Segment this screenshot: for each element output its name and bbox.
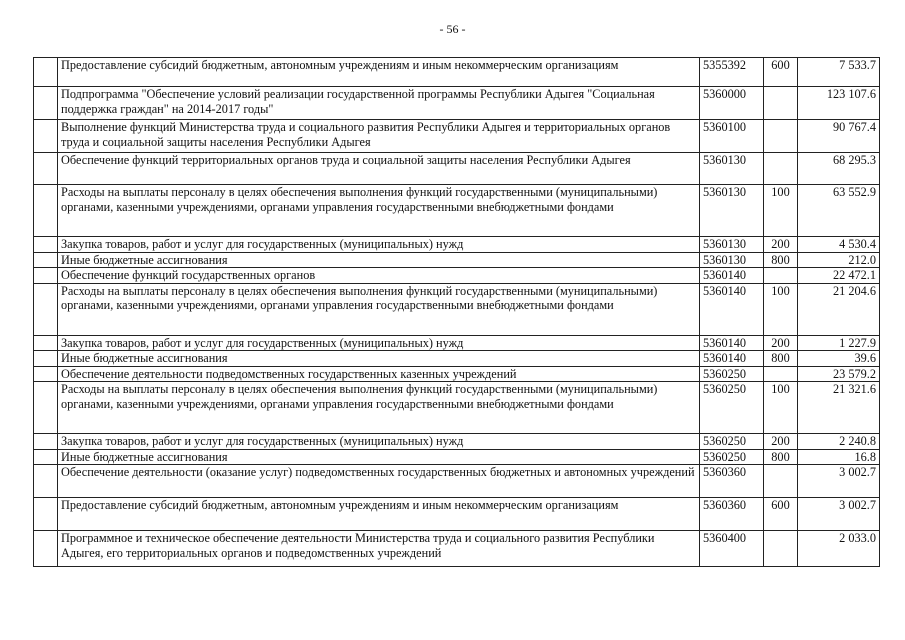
row-blank-cell [34, 465, 58, 498]
row-type-cell: 800 [764, 252, 798, 268]
row-sum-cell: 3 002.7 [798, 465, 880, 498]
row-code-cell: 5360130 [700, 153, 764, 185]
table-row [34, 465, 880, 498]
table-row [34, 283, 880, 335]
row-blank-cell [34, 58, 58, 87]
table-row [34, 185, 880, 237]
row-blank-cell [34, 185, 58, 237]
row-sum-cell: 63 552.9 [798, 185, 880, 237]
row-name-cell: Расходы на выплаты персоналу в целях обеспечения выполнения функций государственными (муниципальными) органами, казенными учреждениями, органами управления государственными внебюджетными фондами [58, 382, 700, 434]
row-name-cell: Закупка товаров, работ и услуг для государственных (муниципальных) нужд [58, 237, 700, 253]
row-type-cell [764, 268, 798, 284]
budget-table-body [34, 58, 880, 567]
table-row [34, 252, 880, 268]
row-code-cell: 5360130 [700, 252, 764, 268]
row-code-cell: 5360000 [700, 87, 764, 120]
table-row [34, 87, 880, 120]
row-type-cell: 800 [764, 351, 798, 367]
row-blank-cell [34, 153, 58, 185]
row-code-cell: 5360130 [700, 237, 764, 253]
budget-table [33, 57, 880, 567]
table-row [34, 351, 880, 367]
table-row [34, 58, 880, 87]
row-blank-cell [34, 366, 58, 382]
row-name-cell: Подпрограмма "Обеспечение условий реализации государственной программы Республики Адыгея "Социальная поддержка граждан" на 2014-2017 годы" [58, 87, 700, 120]
row-sum-cell: 2 240.8 [798, 434, 880, 450]
row-blank-cell [34, 237, 58, 253]
row-sum-cell: 2 033.0 [798, 531, 880, 567]
row-code-cell: 5360140 [700, 283, 764, 335]
row-blank-cell [34, 449, 58, 465]
row-code-cell: 5360140 [700, 335, 764, 351]
table-row [34, 153, 880, 185]
page-number: - 56 - [439, 22, 466, 36]
table-row [34, 382, 880, 434]
row-type-cell: 600 [764, 498, 798, 531]
row-blank-cell [34, 335, 58, 351]
row-code-cell: 5360250 [700, 366, 764, 382]
row-name-cell: Предоставление субсидий бюджетным, автономным учреждениям и иным некоммерческим организациям [58, 58, 700, 87]
row-type-cell: 100 [764, 382, 798, 434]
row-name-cell: Обеспечение функций государственных органов [58, 268, 700, 284]
row-sum-cell: 3 002.7 [798, 498, 880, 531]
row-blank-cell [34, 382, 58, 434]
row-type-cell [764, 120, 798, 153]
row-code-cell: 5360250 [700, 382, 764, 434]
row-type-cell [764, 531, 798, 567]
row-name-cell: Предоставление субсидий бюджетным, автономным учреждениям и иным некоммерческим организациям [58, 498, 700, 531]
row-name-cell: Обеспечение деятельности подведомственных государственных казенных учреждений [58, 366, 700, 382]
table-row [34, 335, 880, 351]
table-row [34, 449, 880, 465]
row-sum-cell: 1 227.9 [798, 335, 880, 351]
row-blank-cell [34, 120, 58, 153]
row-code-cell: 5360130 [700, 185, 764, 237]
row-name-cell: Иные бюджетные ассигнования [58, 449, 700, 465]
row-sum-cell: 4 530.4 [798, 237, 880, 253]
row-type-cell: 100 [764, 185, 798, 237]
row-type-cell [764, 153, 798, 185]
table-row [34, 366, 880, 382]
row-sum-cell: 7 533.7 [798, 58, 880, 87]
row-name-cell: Иные бюджетные ассигнования [58, 351, 700, 367]
row-type-cell: 200 [764, 335, 798, 351]
table-row [34, 434, 880, 450]
table-row [34, 237, 880, 253]
row-sum-cell: 39.6 [798, 351, 880, 367]
row-blank-cell [34, 283, 58, 335]
row-name-cell: Иные бюджетные ассигнования [58, 252, 700, 268]
row-code-cell: 5360140 [700, 351, 764, 367]
row-code-cell: 5360140 [700, 268, 764, 284]
row-name-cell: Закупка товаров, работ и услуг для государственных (муниципальных) нужд [58, 434, 700, 450]
row-type-cell: 800 [764, 449, 798, 465]
row-type-cell: 100 [764, 283, 798, 335]
row-type-cell [764, 465, 798, 498]
row-name-cell: Обеспечение функций территориальных органов труда и социальной защиты населения Республики Адыгея [58, 153, 700, 185]
row-code-cell: 5360100 [700, 120, 764, 153]
table-row [34, 531, 880, 567]
row-type-cell: 200 [764, 434, 798, 450]
row-type-cell [764, 366, 798, 382]
row-code-cell: 5360250 [700, 449, 764, 465]
row-sum-cell: 16.8 [798, 449, 880, 465]
row-name-cell: Закупка товаров, работ и услуг для государственных (муниципальных) нужд [58, 335, 700, 351]
row-sum-cell: 212.0 [798, 252, 880, 268]
row-name-cell: Обеспечение деятельности (оказание услуг) подведомственных государственных бюджетных и автономных учреждений [58, 465, 700, 498]
row-code-cell: 5360250 [700, 434, 764, 450]
row-blank-cell [34, 531, 58, 567]
row-name-cell: Выполнение функций Министерства труда и социального развития Республики Адыгея и территориальных органов труда и социальной защиты населения Республики Адыгея [58, 120, 700, 153]
row-type-cell: 600 [764, 58, 798, 87]
row-name-cell: Программное и техническое обеспечение деятельности Министерства труда и социального развития Республики Адыгея, его территориальных органов и подведомственных учреждений [58, 531, 700, 567]
row-code-cell: 5360400 [700, 531, 764, 567]
row-blank-cell [34, 87, 58, 120]
row-blank-cell [34, 498, 58, 531]
row-blank-cell [34, 268, 58, 284]
row-sum-cell: 21 321.6 [798, 382, 880, 434]
row-blank-cell [34, 252, 58, 268]
row-code-cell: 5360360 [700, 498, 764, 531]
row-type-cell: 200 [764, 237, 798, 253]
table-row [34, 498, 880, 531]
row-type-cell [764, 87, 798, 120]
row-name-cell: Расходы на выплаты персоналу в целях обеспечения выполнения функций государственными (муниципальными) органами, казенными учреждениями, органами управления государственными внебюджетными фондами [58, 283, 700, 335]
row-sum-cell: 68 295.3 [798, 153, 880, 185]
row-sum-cell: 23 579.2 [798, 366, 880, 382]
row-sum-cell: 22 472.1 [798, 268, 880, 284]
table-row [34, 268, 880, 284]
row-blank-cell [34, 434, 58, 450]
row-sum-cell: 90 767.4 [798, 120, 880, 153]
row-sum-cell: 21 204.6 [798, 283, 880, 335]
table-row [34, 120, 880, 153]
row-name-cell: Расходы на выплаты персоналу в целях обеспечения выполнения функций государственными (муниципальными) органами, казенными учреждениями, органами управления государственными внебюджетными фондами [58, 185, 700, 237]
row-code-cell: 5360360 [700, 465, 764, 498]
row-sum-cell: 123 107.6 [798, 87, 880, 120]
row-blank-cell [34, 351, 58, 367]
row-code-cell: 5355392 [700, 58, 764, 87]
